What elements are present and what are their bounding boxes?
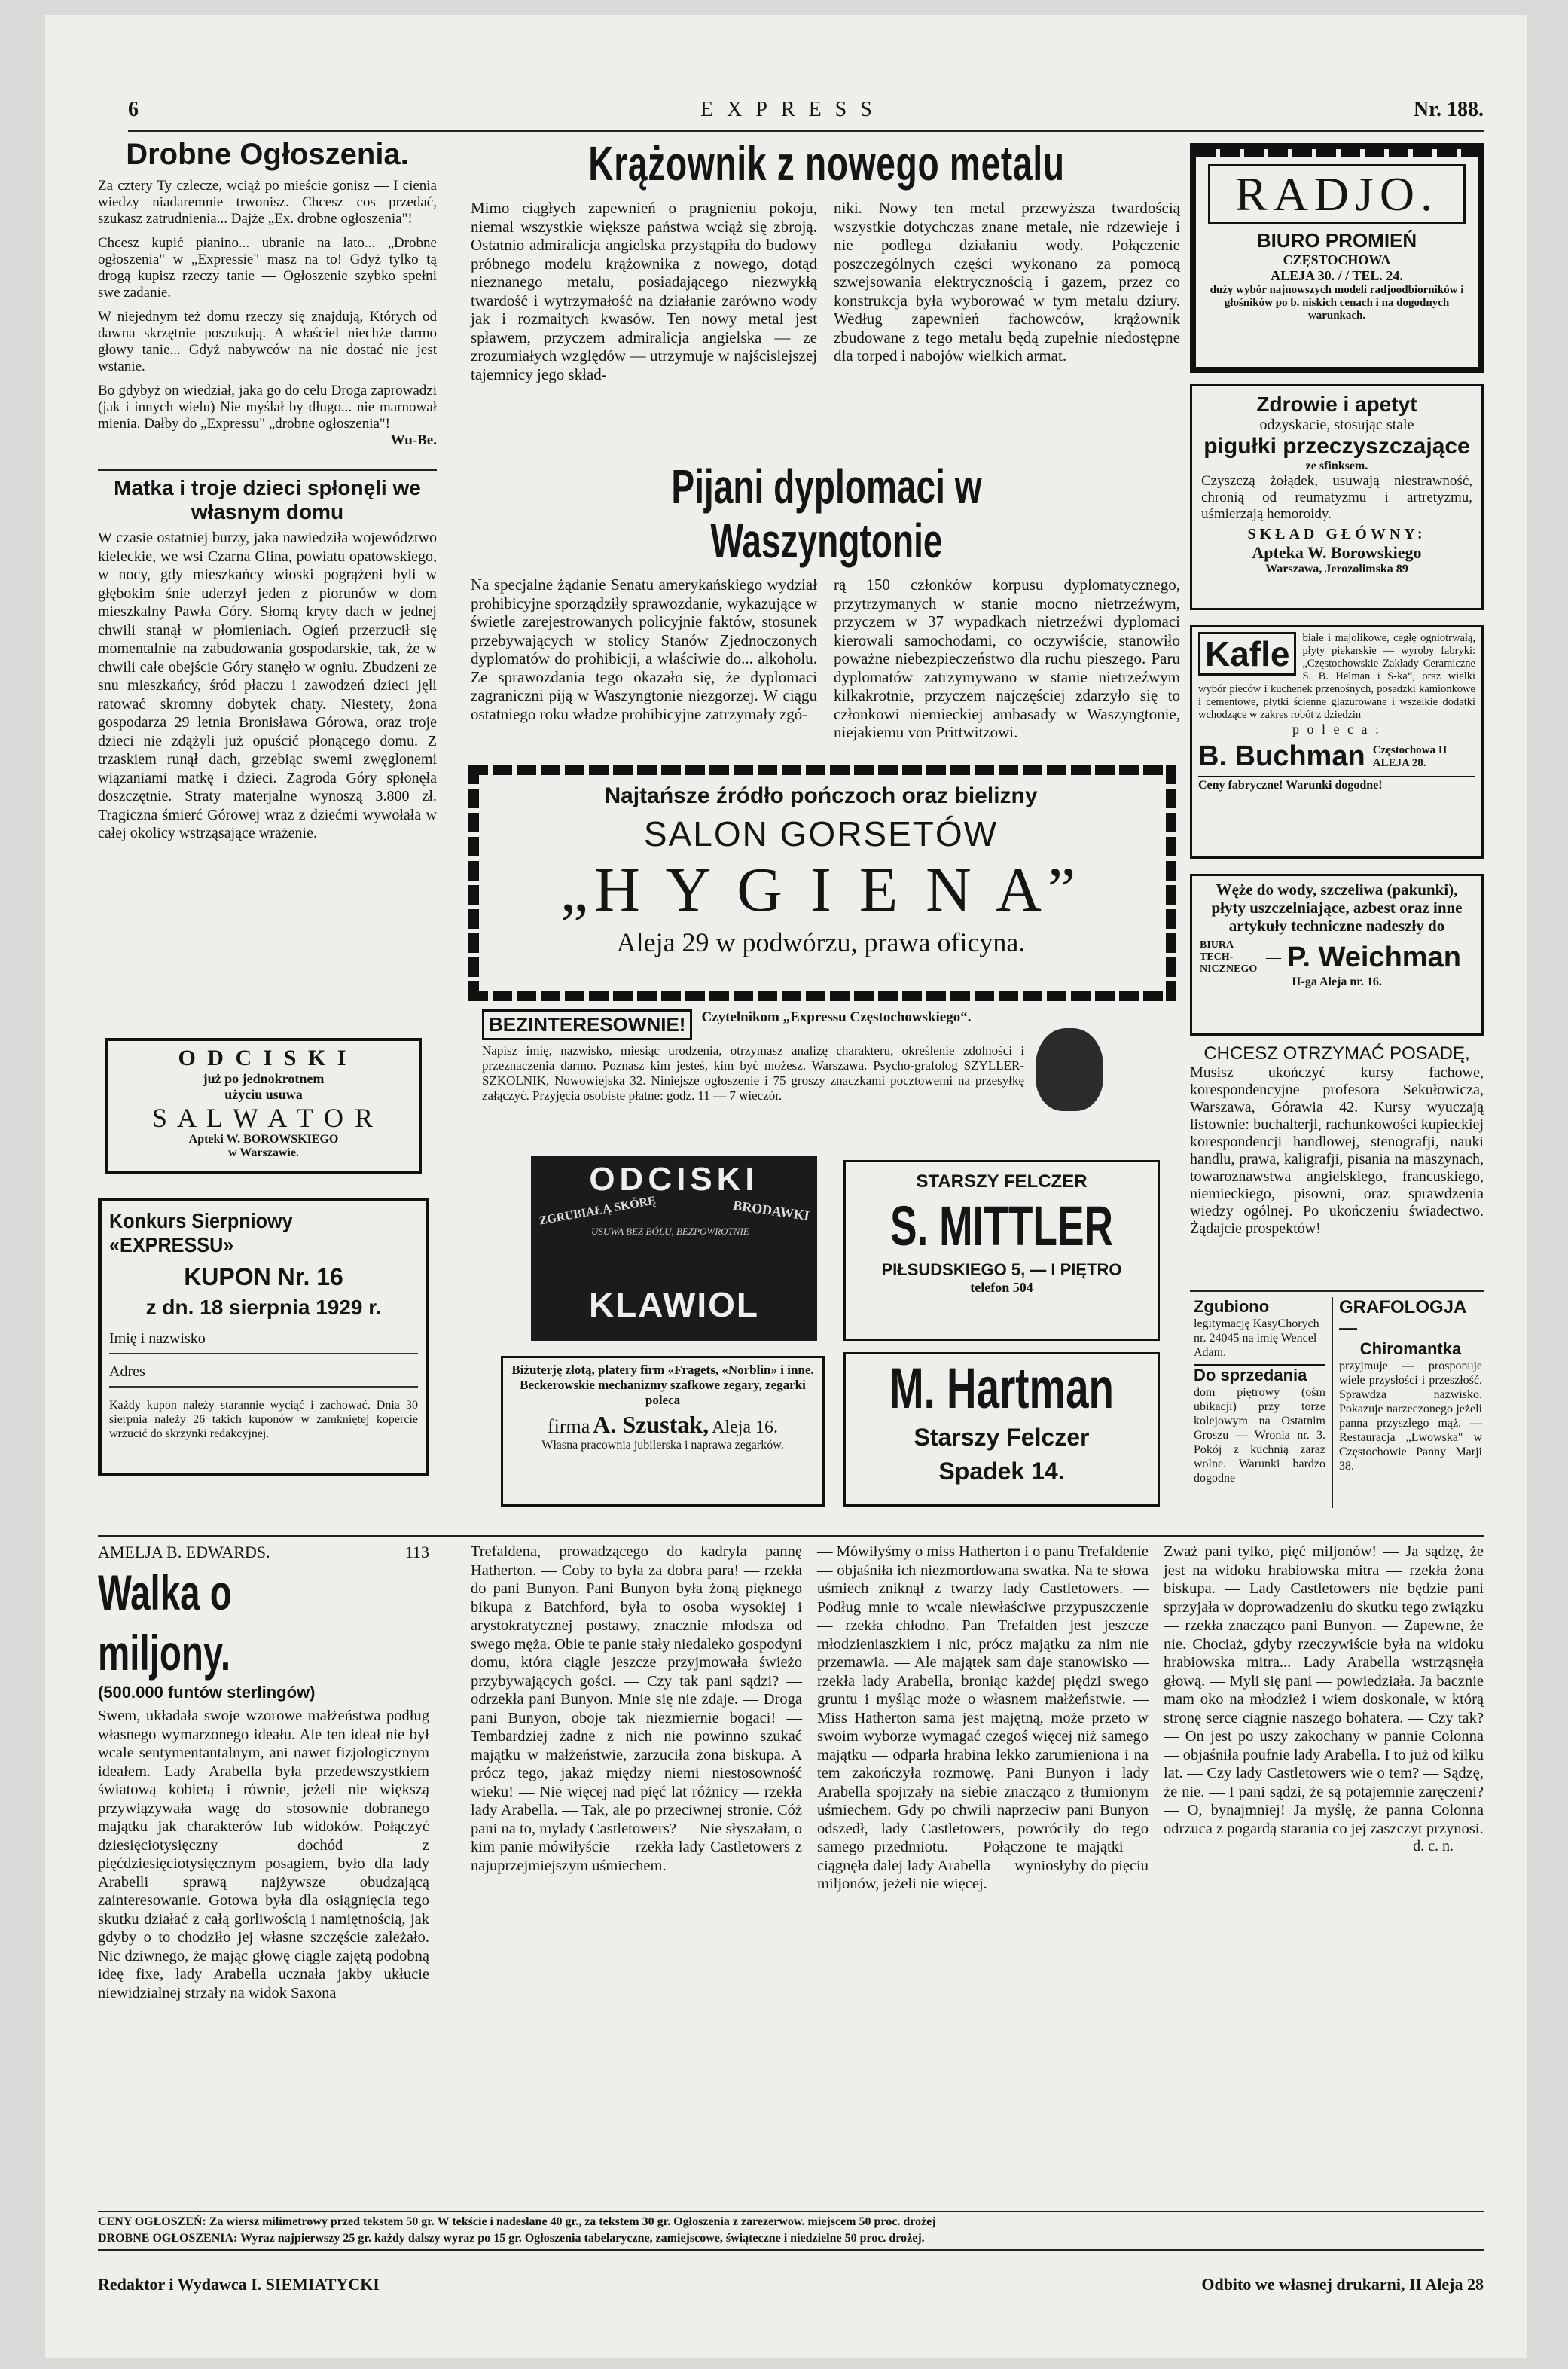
paper-name: EXPRESS — [700, 98, 886, 121]
divider — [98, 469, 437, 471]
szustak-address: Aleja 16. — [712, 1418, 779, 1437]
mittler-name: S. MITTLER — [890, 1195, 1113, 1257]
hygiena-frame-left — [468, 765, 479, 1001]
kafle-body: białe i majolikowe, cegłę ogniotrwałą, płyty piekarskie — wyroby fabryki: „Częstochowskie Zakłady Ceramiczne S. B. Helman i S-ka“, oraz wielki wybór pieców i kuchenek przenośnych, posadzki kamionkowe i cementowe, płytki ścienne glazurowane i wszelkie dodatki wchodzące w zakres robót z dziedzin — [1198, 632, 1475, 721]
cruiser-article — [471, 137, 1182, 383]
radjo-line4: duży wybór najnowszych modeli radjoodbiorników i głośników po b. niskich cenach i na dogodnych warunkach. — [1210, 284, 1464, 322]
small-ads-stanza: W niejednym też domu rzeczy się znajdują, Których od dawna skrzętnie poszukują. A właściel niechże darmo głowy tanie... Gdyż nabywców na nie dostać nie jest wstanie. — [98, 309, 437, 374]
fire-article — [98, 476, 437, 843]
szustak-name: A. Szustak, — [593, 1411, 709, 1438]
bezinteresownie-lead: Czytelnikom „Expressu Częstochowskiego“. — [701, 1009, 972, 1025]
coupon-date: z dn. 18 sierpnia 1929 r. — [145, 1296, 382, 1319]
diplomats-article-title: Pijani dyplomaci w Waszyngtonie — [671, 459, 982, 568]
cruiser-col-1: Mimo ciągłych zapewnień o pragnieniu pokoju, niemal wszystkie większe państwa wciąż się zbroją. Ostatnio admiralicja angielska przystąpiła do budowy próbnego modelu krążownika z nowego, dotąd nieznanego metalu, posiadającego niezwykłą twardość i wytrzymałość na działanie zarówno wody jak i rozmaitych kwasów. Ten nowy metal jest spławem, przyczem admiralicja angielska — ze zrozumiałych względów — utrzymuje w najścislejszej tajemnicy jego skład- — [471, 199, 817, 383]
footer-rule — [98, 2249, 1484, 2251]
salwator-ad — [105, 1038, 422, 1174]
diplomats-col-2: rą 150 członków korpusu dyplomatycznego, przytrzymanych w stanie mocno nietrzeźwym, przyczem w 37 wypadkach nietrzeźwi dyplomaci kierowali samochodami, co oczywiście, stanowiło poważne niebezpieczeństwo dla ruchu pieszego. Paru dyplomatów zatrzymywano w stanie nietrzeźwym kilkakrotnie, przyczem najczęściej zdarzyło się to członkowi niemieckiej ambasady w Waszyngtonie, niejakiemu von Prittwitzowi. — [834, 575, 1180, 741]
course-body: Musisz ukończyć kursy fachowe, korespondencyjne profesora Sekułowicza, Warszawa, Górawia 42. Kursy wyuczają listownie: buchalterji, rachunkowości kupieckiej korespondencji handlowej, stenografji, nauki handlu, prawa, kaligrafji, pisania na maszynach, towaroznawstwa angielskiego, francuskiego, niemieckiego, pisowni, oraz sprawdzenia wiedzy ogólnej. Po ukończeniu świadectwo. Żądajcie prospektów! — [1190, 1064, 1484, 1237]
footer-prices-1: CENY OGŁOSZEŃ: Za wiersz milimetrowy przed tekstem 50 gr. W tekście i nadesłane 40 gr., za tekstem 30 gr. Ogłoszenia z zarezerwow. miejscem 50 proc. drożej — [98, 2215, 936, 2228]
cruiser-article-title: Krążownik z nowego metalu — [588, 136, 1065, 191]
footer-editor: Redaktor i Wydawca I. SIEMIATYCKI — [98, 2275, 380, 2294]
hygiena-frame-right — [1166, 765, 1176, 1001]
serial-subtitle: (500.000 funtów sterlingów) — [98, 1683, 316, 1702]
serial-col-1: Swem, układała swoje wzorowe małżeństwa podług własnego wymarzonego ideału. Ale ten ideał nie był wcale sentymentantalnym, ani nawet fizjologicznym ideałem. Lady Arabella była przedewszystkiem światową kobietą i równie, jeżeli nie większą przywiązywała wagę do stosownie dobranego majątku jak charakterów lub widoków. Połączyć dziesięciotysięczny dochód z pięćdziesięciotysięcznym posagiem, było dla lady Arabelli sprawą najżywsze obudzającą zainteresowanie. Gotowa była dla osiągnięcia tego skutku działać z całą gorliwością i namiętnością, jak gdyby o to chodziło jej własne szczęście zależało. Nic dziwnego, że mając głowę ciągle zajętą podobną ideę fixe, lady Arabella ucznała jakby ukłucie niewidzialnej strzały na widok Saxona — [98, 1708, 429, 2001]
hygiena-address: Aleja 29 w podwórzu, prawa oficyna. — [616, 927, 1026, 957]
grafologja-ad — [1339, 1297, 1482, 1473]
small-ads-section — [98, 136, 437, 449]
sale-body: dom piętrowy (ośm ubikacji) przy torze kolejowym na Ostatnim Groszu — Wronia nr. 3. Pokój z kuchnią zaraz wolne. Warunki bardzo dogodne — [1194, 1386, 1325, 1485]
serial-col-1-block — [98, 1543, 429, 2002]
top-rule — [128, 130, 1484, 132]
lost-title: Zgubiono — [1194, 1297, 1270, 1316]
bezinteresownie-ad — [482, 1009, 1024, 1104]
hygiena-frame-top — [468, 765, 1176, 775]
serial-top-rule — [98, 1535, 1484, 1537]
bezinteresownie-title: BEZINTERESOWNIE! — [482, 1009, 692, 1040]
szustak-ad — [501, 1356, 825, 1507]
serial-author: AMELJA B. EDWARDS. — [98, 1543, 270, 1562]
coupon-title: Konkurs Sierpniowy «EXPRESSU» — [109, 1209, 293, 1256]
hygiena-ad — [490, 783, 1152, 958]
hartman-ad — [843, 1352, 1160, 1507]
serial-number: 113 — [404, 1543, 429, 1562]
klawiol-right: BRODAWKI — [732, 1198, 810, 1224]
footer-prices-2: DROBNE OGŁOSZENIA: Wyraz najpierwszy 25 gr. każdy dalszy wyraz po 15 gr. Ogłoszenia tabelaryczne, zamiejscowe, świąteczne i niedzielne 50 proc. drożej. — [98, 2232, 925, 2245]
pills-main: pigułki przeczyszczające — [1203, 434, 1470, 459]
hygiena-frame-bottom — [468, 991, 1176, 1001]
hartman-name: M. Hartman — [889, 1357, 1114, 1421]
lost-body: legitymację KasyChorych nr. 24045 na imię Wencel Adam. — [1194, 1317, 1319, 1359]
hartman-address: Spadek 14. — [938, 1458, 1065, 1485]
weichman-body: Węże do wody, szczeliwa (pakunki), płyty uszczelniające, azbest oraz inne artykuły techniczne nadeszły do — [1211, 881, 1463, 935]
klawiol-brand: KLAWIOL — [588, 1285, 760, 1324]
footer-printer: Odbito we własnej drukarni, II Aleja 28 — [1201, 2275, 1484, 2294]
coupon-number: KUPON Nr. 16 — [184, 1263, 343, 1290]
diplomats-article — [471, 459, 1182, 742]
fire-article-title: Matka i troje dzieci spłonęli we własnym domu — [114, 476, 421, 524]
kafle-name: B. Buchman — [1198, 740, 1365, 772]
diplomats-col-1: Na specjalne żądanie Senatu amerykańskiego wydział prohibicyjne sporządziły sprawozdanie, wykazujące w świetle zarejestrowanych policyjnie faktów, stosunek przebywających w stolicy Stanów Zjednoczonych dyplomatów do prohibicji, a właściwie do... alkoholu. Ze sprawozdania tego okazało się, że dyplomaci zagraniczni piją w Waszyngtonie niezgorzej. W ciągu ostatniego roku władze prohibicyjne zatrzymały zgó- — [471, 575, 817, 723]
weichman-ad: Węże do wody, szczeliwa (pakunki), płyty uszczelniające, azbest oraz inne artykuły techniczne nadeszły do BIURA TECH-NICZNEGO — P. Weichman II-ga Aleja nr. 16. — [1190, 874, 1484, 1036]
serial-col-2: Trefaldena, prowadzącego do kadryla pannę Hatherton. — Coby to była za dobra para! — rzekła do pani Bunyon. Pani Bunyon była żoną pięknego bikupa z Batchford, była to osoba wysokiej i arystokratycznej postawy, znacznie młodsza od swego męża. Obie te panie stały niedaleko gospodyni domu, która ciągle jeszcze przyjmowała świeżo przybywających gości. — Czy tak pani sądzi? — odrzekła pani Bunyon. Mnie się nie zdaje. — Droga pani Bunyon, oboje tak niezmiernie bogaci! — Tembardziej żadne z nich nie powinno szukać majątku w małżeństwie, zarzuciła żona biskupa. A prócz tego, jakaż między niemi niestosowność wieku! — Nie więcej nad pięć lat różnicy — rzekła lady Arabella. — Tak, ale po przeciwnej stronie. Cóż pani na to, mylady Castletowers? — Nie słyszałam, o kim panie mówiłyście — rzekła lady Castletowers z najuprzejmiejszym uśmiechem. — [471, 1543, 802, 1874]
weichman-name: P. Weichman — [1287, 941, 1461, 973]
salwator-top: O D C I S K I — [178, 1046, 349, 1070]
serial-title: Walka o miljony. — [98, 1565, 232, 1681]
kafle-address: Częstochowa II ALEJA 28. — [1372, 743, 1448, 769]
hygiena-line2: SALON GORSETÓW — [643, 814, 999, 853]
divider — [1190, 1290, 1484, 1292]
salwator-line3: Apteki W. BOROWSKIEGO — [188, 1133, 339, 1146]
klawiol-ad — [531, 1156, 817, 1341]
radjo-line3: ALEJA 30. / / TEL. 24. — [1271, 268, 1403, 283]
hygiena-name: „H Y G I E N A” — [560, 855, 1082, 925]
salwator-line2: użyciu usuwa — [224, 1087, 303, 1102]
pills-sub: odzyskacie, stosując stale — [1259, 417, 1414, 433]
salwator-line4: w Warszawie. — [228, 1146, 299, 1159]
hartman-title: Starszy Felczer — [914, 1424, 1090, 1451]
radjo-line1: BIURO PROMIEŃ — [1256, 229, 1417, 252]
kafle-footer: Ceny fabryczne! Warunki dogodne! — [1198, 776, 1475, 792]
weichman-biuro: BIURA TECH-NICZNEGO — [1200, 939, 1258, 975]
serial-col-3: — Mówiłyśmy o miss Hatherton i o panu Trefaldenie — objaśniła ich niezmordowana swatka. Na te słowa uśmiech zniknął z twarzy lady Castletowers. — Podług mnie to wcale niewłaściwe przypuszczenie — rzekła chłodno. Pan Trefalden jest jeszcze młodzieniaszkiem i nic, prócz majątku za nim nie przemawia. — Ale majątek sam daje stanowisko — rzekła lady Arabella, broniąc każdej piędzi swego gruntu i myśląc może o własnem małżeństwie. — Miss Hatherton sama jest majętną, może przeto w swoim wyborze wymagać czegoś więcej niż samego majątku — odparła hrabina lekko zarumieniona i na tem zakończyła rozmowę. Pani Bunyon i lady Arabella spojrzały na siebie znacząco z tłumionym uśmiechem. Gdy po chwili naprzeciw pani Bunyon odszedł, lady Castletowers, powróciły do tego samego przedmiotu. — Połączone te majątki — ciągnęła dalej lady Arabella — wyniosłyby do pięciu miljonów, jeżeli nie więcej. — [817, 1543, 1149, 1892]
pills-shop: SKŁAD GŁÓWNY: — [1247, 526, 1426, 542]
course-title: CHCESZ OTRZYMAĆ POSADĘ, — [1203, 1043, 1470, 1064]
klawiol-arc: USUWA BEZ BÓLU, BEZPOWROTNIE — [591, 1226, 749, 1237]
hygiena-line1: Najtańsze źródło pończoch oraz bielizny — [604, 783, 1038, 808]
szustak-firm: firma — [547, 1415, 590, 1437]
running-head — [128, 98, 1484, 128]
coupon-name-field[interactable]: Imię i nazwisko — [109, 1330, 418, 1354]
mittler-ad — [843, 1160, 1160, 1341]
pills-city: Warszawa, Jerozolimska 89 — [1265, 563, 1408, 575]
divider — [1332, 1297, 1333, 1508]
mittler-address: PIŁSUDSKIEGO 5, — I PIĘTRO — [881, 1260, 1122, 1279]
cruiser-col-2: niki. Nowy ten metal przewyższa twardością wszystkie dotychczas znane metale, nie rdzewieje i nie podlega działaniu wody. Połączenie poszczególnych części wykonano za pomocą szwejsowania elektrycznością i gazem, przez co konstrukcja była wyborować w tym metalu dziury. Według zapewnień fachowców, krążownik zbudowane z tego metalu będą zupełnie niedostępne dla torped i nabojów wielkich armat. — [834, 199, 1180, 365]
fire-article-body: W czasie ostatniej burzy, jaka nawiedziła województwo kieleckie, we wsi Czarna Glina, powiatu opatowskiego, w nocy, gdy mieszkańcy wioski pogrążeni byli w głębokim śnie uderzył jeden z piorunów w dom mieszkalny Pawła Góry. Słomą kryty dach w jednej chwili stanął w płomieniach. Ogień przerzucił się momentalnie na zabudowania gospodarskie, tak, że w chwili całe obejście Góry stanęło w ogniu. Zbudzeni ze snu mieszkańcy, śród płaczu i zawodzeń dzieci jęli ratować skromny dobytek chaty. Niestety, żona gospodarza 29 letnia Bronisława Górowa, oraz troje dzieci nie zdążyli już opuścić płonącego domu. Z trzaskiem runął dach, grzebiąc swemi zwęglonemi wiązaniami matkę i dzieci. Zagroda Góry spłonęła doszczętnie. Straty materjalne wynoszą 3.800 zł. Tragiczna śmierć Górowej wraz z dziećmi wywołała w całej okolicy wstrząsające wrażenie. — [98, 530, 437, 841]
small-ads-stanza: Chcesz kupić pianino... ubranie na lato... „Drobne ogłoszenia" w „Expressie" masz na to! Gdyż tylko tą drogą kupisz rzeczy tanie — Ogłoszenie szybko spełni swe zadanie. — [98, 235, 437, 301]
radjo-ad — [1190, 143, 1484, 373]
lost-ad — [1194, 1297, 1325, 1485]
mittler-title: STARSZY FELCZER — [916, 1171, 1088, 1192]
kafle-ad — [1190, 625, 1484, 859]
pills-body: Czyszczą żołądek, usuwają niestrawność, chronią od reumatyzmu i artretyzmu, uśmierzają hemoroidy. — [1201, 473, 1472, 522]
grafologja-sub: Chiromantka — [1359, 1339, 1462, 1358]
page-number: 6 — [128, 98, 139, 121]
issue-number: Nr. 188. — [1413, 98, 1484, 121]
salwator-line1: już po jednokrotnem — [203, 1071, 325, 1086]
course-ad — [1190, 1043, 1484, 1238]
bezinteresownie-body: Napisz imię, nazwisko, miesiąc urodzenia, otrzymasz analizę charakteru, określenie zdolności i przeznaczenia darmo. Poznasz kim jesteś, kim być możesz. Warszawa. Psycho-grafolog SZYLLER-SZKOLNIK, Nowowiejska 32. Niniejsze ogłoszenie i 75 groszy znaczkami pocztowemi na przesyłkę załączyć. Przyjęcia osobiste płatne: godz. 11 — 7 wieczór. — [482, 1043, 1024, 1103]
salwator-name: S A L W A T O R — [151, 1103, 376, 1133]
szustak-line1: Biżuterję złotą, platery firm «Fragets, «Norblin» i inne. Beckerowskie mechanizmy szafkowe zegary, zegarki poleca — [511, 1363, 814, 1407]
klawiol-left: ZGRUBIAŁĄ SKÓRĘ — [538, 1194, 657, 1228]
footer-rule — [98, 2211, 1484, 2212]
small-ads-stanza: Za cztery Ty czlecze, wciąż po mieście gonisz — I cienia wiedzy niadaremnie trwonisz. Chcesz cos przedać, szukasz zatrudnienia... Dajże „Ex. drobne ogłoszenia"! — [98, 178, 437, 227]
radjo-border-dash — [1196, 149, 1478, 157]
serial-col-4: Zważ pani tylko, pięć miljonów! — Ja sądzę, że jest na widoku hrabiowska mitra — rzekła żona biskupa. — Lady Castletowers nie będzie pani sprzyjała w doprowadzeniu do skutku tego związku — rzekła znacząco pani Bunyon. — Zapewne, że nie. Chociaż, gdyby rzeczywiście była na widoku hrabiowska mitra... Lady Arabella wstrząsnęła głową. — Myli się pani — powiedziała. Ja bacznie mam oko na młodzież i wiem doskonale, w którą stronę serce ciągnie naszego bohatera. — Czy tak? — On jest po uszy zakochany w pannie Colonna — objaśniła poufnie lady Arabella. I to już od kilku lat. — Czy lady Castletowers wie o tem? — Sądzę, że nie. — I pani sądzi, że są potajemnie zaręczeni? — O, bynajmniej! Ja myślę, że panna Colonna odrzuca z pogardą starania co jej zaszczyt przynosi. — [1164, 1543, 1484, 1837]
coupon-note: Każdy kupon należy starannie wyciąć i zachować. Dnia 30 sierpnia należy 26 takich kuponów w zamkniętej kopercie wrzucić do skrzynki redakcyjnej. — [109, 1399, 418, 1440]
serial-col-4-block — [1164, 1543, 1484, 1855]
pills-apteka: Apteka W. Borowskiego — [1252, 543, 1422, 562]
coupon-box — [98, 1198, 429, 1476]
kafle-poleca: p o l e c a : — [1292, 722, 1381, 737]
kafle-title: Kafle — [1198, 632, 1296, 676]
small-ads-title: Drobne Ogłoszenia. — [126, 138, 409, 171]
sale-title: Do sprzedania — [1194, 1364, 1325, 1385]
mittler-phone: telefon 504 — [970, 1280, 1033, 1295]
serial-continued: d. c. n. — [1413, 1838, 1454, 1855]
grafologja-body: przyjmuje — prosponuje wiele przysłości i przeszłość. Sprawdza nazwisko. Pokazuje narzeczonego jeżeli panna przyszłego mąż. — Restauracja „Lwowska" w Częstochowie Panny Marji 38. — [1339, 1360, 1482, 1473]
klawiol-top: ODCISKI — [589, 1161, 759, 1198]
pills-title: Zdrowie i apetyt — [1256, 392, 1417, 416]
weichman-address: II-ga Aleja nr. 16. — [1292, 975, 1382, 988]
radjo-line2: CZĘSTOCHOWA — [1283, 252, 1391, 267]
small-ads-stanza: Bo gdybyż on wiedział, jaka go do celu Droga zaprowadzi (jak i innych wielu) Nie myślał by długo... nie marnował mienia. Dałby do „Expressu" „drobne ogłoszenia"! — [98, 383, 437, 432]
portrait-image — [1036, 1028, 1103, 1111]
pills-sub2: ze sfinksem. — [1305, 459, 1368, 472]
pills-ad — [1190, 384, 1484, 610]
grafologja-title: GRAFOLOGJA — — [1339, 1297, 1466, 1339]
szustak-note: Własna pracownia jubilerska i naprawa zegarków. — [541, 1439, 784, 1452]
radjo-name: RADJO. — [1208, 164, 1466, 224]
coupon-address-field[interactable]: Adres — [109, 1363, 418, 1388]
small-ads-signature: Wu-Be. — [390, 432, 437, 448]
